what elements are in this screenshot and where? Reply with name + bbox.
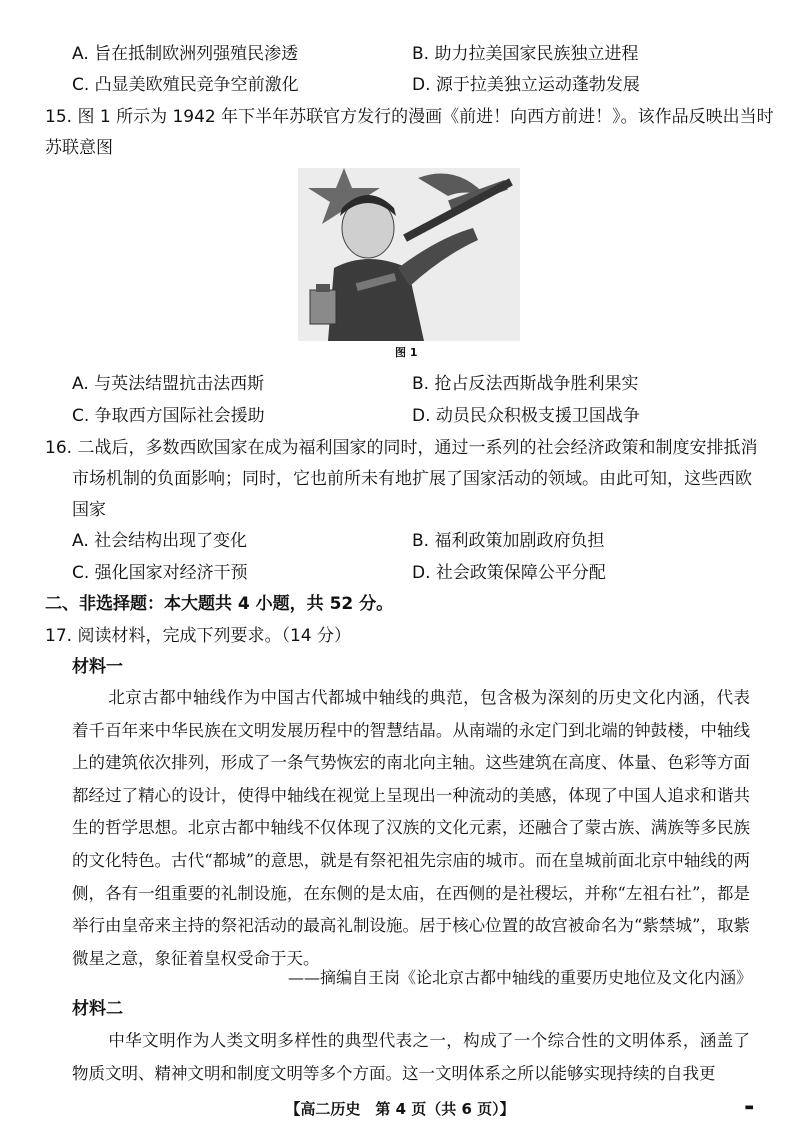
q17-stem: 17. 阅读材料，完成下列要求。（14 分） bbox=[45, 626, 351, 646]
q16-option-a: A. 社会结构出现了变化 bbox=[72, 531, 248, 551]
material2-title: 材料二 bbox=[72, 999, 123, 1019]
q15-stem-line1: 15. 图 1 所示为 1942 年下半年苏联官方发行的漫画《前进！向西方前进！》。该作品反映出当时 bbox=[45, 107, 774, 127]
q15-option-c: C. 争取西方国际社会援助 bbox=[72, 406, 265, 426]
page-footer: 【高二历史 第 4 页（共 6 页）】 bbox=[285, 1100, 515, 1118]
material1-source: ——摘编自王岗《论北京古都中轴线的重要历史地位及文化内涵》 bbox=[287, 968, 752, 987]
q16-option-b: B. 福利政策加剧政府负担 bbox=[412, 531, 605, 551]
material2-text bbox=[72, 1025, 750, 1091]
q16-stem-line3: 国家 bbox=[72, 500, 106, 520]
material1-title: 材料一 bbox=[72, 657, 123, 677]
q14-option-c: C. 凸显美欧殖民竞争空前激化 bbox=[72, 75, 299, 95]
soviet-poster-figure bbox=[298, 168, 520, 341]
q16-stem-line2: 市场机制的负面影响；同时，它也前所未有地扩展了国家活动的领域。由此可知，这些西欧 bbox=[72, 469, 752, 489]
material1-body: 北京古都中轴线作为中国古代都城中轴线的典范，包含极为深刻的历史文化内涵，代表着千百年来中华民族在文明发展历程中的智慧结晶。从南端的永定门到北端的钟鼓楼，中轴线上的建筑依次排列，形成了一条气势恢宏的南北向主轴。这些建筑在高度、体量、色彩等方面都经过了精心的设计，使得中轴线在视觉上呈现出一种流动的美感，体现了中国人追求和谐共生的哲学思想。北京古都中轴线不仅体现了汉族的文化元素，还融合了蒙古族、满族等多民族的文化特色。古代“都城”的意思，就是有祭祀祖先宗庙的城市。而在皇城前面北京中轴线的两侧，各有一组重要的礼制设施，在东侧的是太庙，在西侧的是社稷坛，并称“左祖右社”，都是举行由皇帝来主持的祭祀活动的最高礼制设施。居于核心位置的故宫被命名为“紫禁城”，取紫微星之意，象征着皇权受命于天。 bbox=[72, 688, 750, 968]
q16-option-c: C. 强化国家对经济干预 bbox=[72, 563, 248, 583]
figure-caption: 图 1 bbox=[395, 346, 418, 359]
q15-stem-line2: 苏联意图 bbox=[45, 138, 113, 158]
q14-option-a: A. 旨在抵制欧洲列强殖民渗透 bbox=[72, 44, 299, 64]
q15-option-d: D. 动员民众积极支援卫国战争 bbox=[412, 406, 640, 426]
q14-option-d: D. 源于拉美独立运动蓬勃发展 bbox=[412, 75, 640, 95]
material2-body: 中华文明作为人类文明多样性的典型代表之一，构成了一个综合性的文明体系，涵盖了物质文明、精神文明和制度文明等多个方面。这一文明体系之所以能够实现持续的自我更 bbox=[72, 1031, 750, 1083]
corner-mark: ▬ bbox=[744, 1102, 754, 1113]
soldier-illustration bbox=[298, 168, 520, 341]
q16-option-d: D. 社会政策保障公平分配 bbox=[412, 563, 606, 583]
q14-option-b: B. 助力拉美国家民族独立进程 bbox=[412, 44, 639, 64]
material1-text bbox=[72, 682, 750, 978]
q16-stem-line1: 16. 二战后，多数西欧国家在成为福利国家的同时，通过一系列的社会经济政策和制度安排抵消 bbox=[45, 438, 758, 458]
q15-option-a: A. 与英法结盟抗击法西斯 bbox=[72, 374, 265, 394]
q15-option-b: B. 抢占反法西斯战争胜利果实 bbox=[412, 374, 639, 394]
section-heading: 二、非选择题：本大题共 4 小题，共 52 分。 bbox=[45, 594, 394, 614]
